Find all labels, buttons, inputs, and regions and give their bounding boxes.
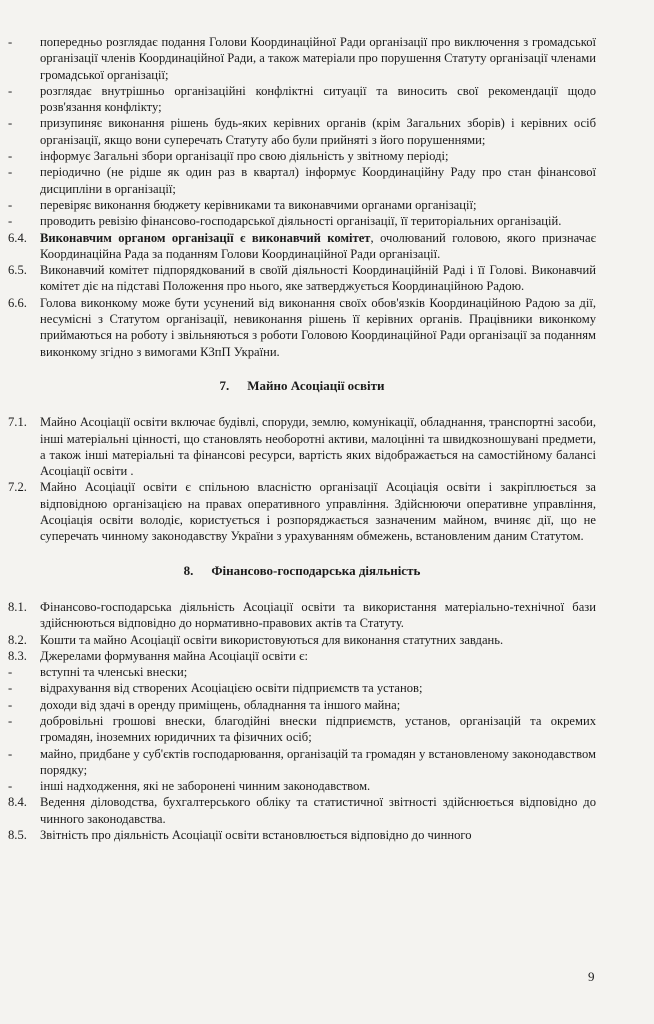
list-item: [8, 794, 596, 827]
section-8-heading: [8, 563, 596, 579]
list-item: [8, 697, 596, 713]
list-item: [8, 599, 596, 632]
list-marker: -: [8, 681, 13, 696]
list-marker: 7.1.: [8, 415, 27, 430]
list-item: [8, 115, 596, 148]
section-title: Майно Асоціації освіти: [247, 377, 385, 393]
list-item: [8, 827, 596, 843]
paragraph-number: 6.4.: [8, 230, 27, 245]
list-marker: -: [8, 165, 13, 180]
bold-phrase: Виконавчим органом організації є виконавчий комітет: [40, 230, 371, 245]
paragraph-text: перевіряє виконання бюджету керівниками та виконавчими органами організації;: [40, 197, 477, 212]
paragraph-text: розглядає внутрішньо організаційні конфліктні ситуації та виносить свої рекомендації щодо розв'язання конфлікту;: [40, 83, 596, 115]
list-item: [8, 664, 596, 680]
list-item: [8, 746, 596, 779]
list-marker: -: [8, 697, 13, 712]
paragraph-text: відрахування від створених Асоціацією освіти підприємств та установ;: [40, 681, 423, 696]
paragraph-text: Майно Асоціації освіти включає будівлі, споруди, землю, комунікації, обладнання, транспортні засоби, інші матеріальні цінності, що становлять необоротні активи, малоцінні та швидкозношувані предмети, а також інші матеріальні та фінансові ресурси, вартість яких відображається на самостійному балансі Асоціації освіти .: [40, 415, 596, 479]
paragraph-text: призупиняє виконання рішень будь-яких керівних органів (крім Загальних зборів) і керівних осіб організації, якщо вони суперечать Статуту або були прийняті з його порушеннями;: [40, 116, 596, 147]
list-marker: 8.2.: [8, 632, 27, 647]
list-item: [8, 778, 596, 794]
paragraph-text: Джерелами формування майна Асоціації освіти є:: [40, 648, 308, 663]
numbered-paragraph: [8, 262, 596, 295]
section-8-paragraphs: [8, 599, 596, 843]
list-item: [8, 83, 596, 116]
paragraph-text: Кошти та майно Асоціації освіти використовуються для виконання статутних завдань.: [40, 632, 504, 647]
section-number: 8.: [183, 562, 194, 578]
paragraph-6-4: [8, 230, 596, 263]
list-marker: -: [8, 197, 13, 212]
list-marker: 8.5.: [8, 828, 27, 843]
paragraph-text: Звітність про діяльність Асоціації освіти встановлюється відповідно до чинного: [40, 828, 472, 843]
page-number: 9: [588, 969, 595, 984]
paragraph-text: Майно Асоціації освіти є спільною власністю організації Асоціація освіти і закріплюється за відповідною організацією на правах оперативного управління. Здійснюючи оперативне управління, Асоціація освіти володіє, користується і розпоряджається зазначеним майном, вчиняє дії, що не суперечать чинному законодавству України з урахуванням обмежень, встановленим даним Статутом.: [40, 480, 596, 544]
paragraph-text: Виконавчий комітет підпорядкований в своїй діяльності Координаційній Раді і її Голові. Виконавчий комітет діє на підставі Положення про нього, яке затверджується Координаційною Радою.: [40, 263, 596, 294]
numbered-paragraph: [8, 414, 596, 479]
list-marker: 8.4.: [8, 795, 27, 810]
paragraph-text: Голова виконкому може бути усунений від виконання своїх обов'язків Координаційною Радою за дії, несумісні з Статутом організації, невиконання рішень її керівних органів. Працівники виконкому приймаються на роботу і звільняються з роботи Головою Координаційної Ради організації за поданням виконкому згідно з вимогами КЗпП України.: [40, 295, 596, 359]
list-marker: 6.6.: [8, 295, 27, 310]
executive-committee-paragraphs: [8, 262, 596, 360]
paragraph-text: доходи від здачі в оренду приміщень, обладнання та іншого майна;: [40, 697, 401, 712]
document-body: [8, 34, 596, 843]
section-7-heading: [8, 378, 596, 394]
paragraph-text: вступні та членські внески;: [40, 665, 188, 680]
numbered-paragraph: [8, 479, 596, 544]
list-marker: 7.2.: [8, 480, 27, 495]
section-number: 7.: [219, 377, 230, 393]
paragraph-text: періодично (не рідше як один раз в квартал) інформує Координаційну Раду про стан фінансової дисципліни в організації;: [40, 165, 596, 196]
section-title: Фінансово-господарська діяльність: [211, 562, 421, 578]
paragraph-text: , очолюваний головою, якого призначає Координаційна Рада за поданням Голови Координаційної Ради організації.: [40, 230, 596, 261]
paragraph-text: інші надходження, які не заборонені чинним законодавством.: [40, 779, 371, 794]
paragraph-text: майно, придбане у суб'єктів господарювання, організацій та громадян у встановленому законодавством порядку;: [40, 746, 596, 777]
paragraph-text: попередньо розглядає подання Голови Координаційної Ради організації про виключення з громадської організації членів Координаційної Ради, а також матеріали про порушення Статуту організації членами громадської організації;: [40, 35, 596, 82]
list-marker: -: [8, 149, 13, 164]
control-body-duties-list: [8, 34, 596, 230]
paragraph-text: інформує Загальні збори організації про свою діяльність у звітному періоді;: [40, 149, 449, 164]
paragraph-text: Фінансово-господарська діяльність Асоціації освіти та використання матеріально-технічної бази здійснюються відповідно до нормативно-правових актів та Статуту.: [40, 599, 596, 631]
numbered-paragraph: [8, 295, 596, 360]
list-marker: 8.3.: [8, 648, 27, 663]
list-item: [8, 164, 596, 197]
list-item: [8, 680, 596, 696]
list-item: [8, 148, 596, 164]
paragraph-text: проводить ревізію фінансово-господарської діяльності організації, її територіальних організацій.: [40, 214, 562, 229]
paragraph-text: Ведення діловодства, бухгалтерського обліку та статистичної звітності здійснюється відповідно до чинного законодавства.: [40, 795, 596, 826]
list-item: [8, 197, 596, 213]
list-marker: 6.5.: [8, 263, 27, 278]
list-marker: -: [8, 116, 13, 131]
section-7-paragraphs: [8, 414, 596, 544]
list-item: [8, 648, 596, 664]
list-item: [8, 34, 596, 83]
list-marker: -: [8, 665, 13, 680]
list-item: [8, 213, 596, 229]
list-marker: 8.1.: [8, 599, 27, 614]
list-marker: -: [8, 83, 13, 98]
list-item: [8, 713, 596, 746]
list-marker: -: [8, 214, 13, 229]
list-marker: -: [8, 35, 13, 49]
list-marker: -: [8, 746, 13, 761]
list-marker: -: [8, 779, 13, 794]
list-item: [8, 632, 596, 648]
list-marker: -: [8, 713, 13, 728]
paragraph-text: добровільні грошові внески, благодійні внески підприємств, установ, організацій та окремих громадян, іноземних юридичних та фізичних осіб;: [40, 713, 596, 745]
